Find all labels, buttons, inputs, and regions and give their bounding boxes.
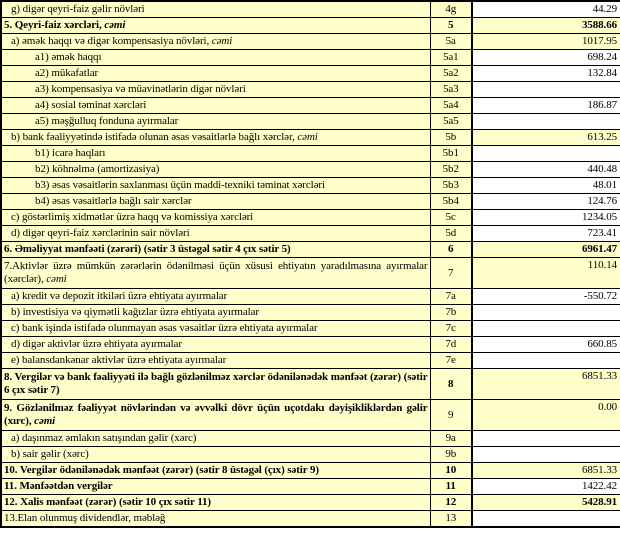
row-label-cell xyxy=(1,321,430,337)
row-label-cell xyxy=(1,479,430,495)
row-value: 698.24 xyxy=(472,50,620,66)
row-value: 44.29 xyxy=(472,1,620,18)
table-row xyxy=(1,82,620,98)
row-code: 4g xyxy=(430,1,472,18)
row-value: 6851.33 xyxy=(472,463,620,479)
row-code: 5 xyxy=(430,18,472,34)
row-code: 9a xyxy=(430,431,472,447)
row-code: 5b4 xyxy=(430,194,472,210)
table-row xyxy=(1,98,620,114)
row-code: 5b xyxy=(430,130,472,146)
row-label: c) bank işində istifadə olunmayan əsas vəsaitlər üzrə ehtiyata ayırmalar xyxy=(11,322,318,335)
row-label: 6. Əməliyyat mənfəəti (zərəri) (sətir 3 üstəgəl sətir 4 çıx sətir 5) xyxy=(4,243,291,256)
table-row xyxy=(1,305,620,321)
row-value xyxy=(472,82,620,98)
row-label: b) bank fəaliyyətində istifadə olunan əsas vəsaitlərlə bağlı xərclər, xyxy=(11,131,298,144)
row-label: 12. Xalis mənfəət (zərər) (sətir 10 çıx sətir 11) xyxy=(4,496,211,509)
row-value: 132.84 xyxy=(472,66,620,82)
table-row xyxy=(1,353,620,369)
row-label: d) digər qeyri-faiz xərclərinin sair növləri xyxy=(11,227,190,240)
row-code: 5b2 xyxy=(430,162,472,178)
row-value xyxy=(472,305,620,321)
table-row xyxy=(1,258,620,289)
row-label: b) investisiya və qiymətli kağızlar üzrə ehtiyata ayırmalar xyxy=(11,306,259,319)
table-row xyxy=(1,321,620,337)
row-label-suffix: cəmi xyxy=(297,131,318,144)
row-label-cell xyxy=(1,400,430,431)
row-label-cell xyxy=(1,146,430,162)
row-label-cell xyxy=(1,130,430,146)
row-label-cell xyxy=(1,242,430,258)
row-value xyxy=(472,146,620,162)
row-label: b3) əsas vəsaitlərin saxlanması üçün maddi-texniki təminat xərcləri xyxy=(35,179,325,192)
row-value xyxy=(472,353,620,369)
row-label-cell xyxy=(1,337,430,353)
table-row xyxy=(1,34,620,50)
row-code: 7e xyxy=(430,353,472,369)
row-code: 5a1 xyxy=(430,50,472,66)
row-value: 124.76 xyxy=(472,194,620,210)
row-label-cell xyxy=(1,18,430,34)
row-label: b4) əsas vəsaitlərlə bağlı sair xərclər xyxy=(35,195,192,208)
row-label: g) digər qeyri-faiz gəlir növləri xyxy=(11,3,145,16)
row-label-cell xyxy=(1,463,430,479)
row-label: a4) sosial təminat xərcləri xyxy=(35,99,147,112)
row-value: 0.00 xyxy=(472,400,620,431)
row-code: 5d xyxy=(430,226,472,242)
row-label-cell xyxy=(1,50,430,66)
row-value: 186.87 xyxy=(472,98,620,114)
row-label: b) sair gəlir (xərc) xyxy=(11,448,89,461)
row-code: 9 xyxy=(430,400,472,431)
row-value: 3588.66 xyxy=(472,18,620,34)
table-row xyxy=(1,337,620,353)
row-label-cell xyxy=(1,495,430,511)
row-code: 6 xyxy=(430,242,472,258)
table-row xyxy=(1,1,620,18)
table-row xyxy=(1,146,620,162)
row-value: 1422.42 xyxy=(472,479,620,495)
row-code: 5a5 xyxy=(430,114,472,130)
row-label: 7.Aktivlər üzrə mümkün zərərlərin ödənilməsi üçün xüsusi ehtiyatın yaradılmasına ayırmalar (xərclər), xyxy=(4,260,428,285)
table-row xyxy=(1,18,620,34)
row-label-cell xyxy=(1,178,430,194)
table-row xyxy=(1,289,620,305)
row-label-cell xyxy=(1,305,430,321)
row-label: 5. Qeyri-faiz xərcləri, xyxy=(4,19,105,32)
table-row xyxy=(1,162,620,178)
row-label-cell xyxy=(1,162,430,178)
row-label-cell xyxy=(1,226,430,242)
row-label-cell xyxy=(1,353,430,369)
row-label-suffix: cəmi xyxy=(34,415,56,427)
row-code: 13 xyxy=(430,511,472,528)
row-label-cell xyxy=(1,210,430,226)
row-value xyxy=(472,114,620,130)
row-code: 7d xyxy=(430,337,472,353)
table-row xyxy=(1,66,620,82)
row-label-cell xyxy=(1,1,430,18)
row-code: 5a xyxy=(430,34,472,50)
table-row xyxy=(1,463,620,479)
row-label: a) daşınmaz əmlakın satışından gəlir (xərc) xyxy=(11,432,197,445)
row-label-cell xyxy=(1,369,430,400)
table-row xyxy=(1,447,620,463)
row-code: 7a xyxy=(430,289,472,305)
row-label-cell xyxy=(1,66,430,82)
row-value: 723.41 xyxy=(472,226,620,242)
row-code: 7 xyxy=(430,258,472,289)
row-value xyxy=(472,431,620,447)
row-code: 5b1 xyxy=(430,146,472,162)
row-label: a3) kompensasiya və müavinətlərin digər növləri xyxy=(35,83,246,96)
row-value: 110.14 xyxy=(472,258,620,289)
table-row xyxy=(1,130,620,146)
row-label-suffix: cəmi xyxy=(46,273,67,285)
row-label: 9. Gözlənilməz fəaliyyət növlərindən və əvvəlki dövr üçün uçotdakı dəyişikliklərdən gəlir (xırc), xyxy=(4,402,428,427)
table-row xyxy=(1,400,620,431)
table-row xyxy=(1,178,620,194)
row-value xyxy=(472,511,620,528)
row-code: 5a3 xyxy=(430,82,472,98)
row-value: 613.25 xyxy=(472,130,620,146)
row-label-cell xyxy=(1,34,430,50)
table-row xyxy=(1,114,620,130)
table-row xyxy=(1,495,620,511)
report-table-body xyxy=(1,1,620,527)
row-code: 8 xyxy=(430,369,472,400)
row-value: 1017.95 xyxy=(472,34,620,50)
table-row xyxy=(1,242,620,258)
row-label-suffix: cəmi xyxy=(211,35,233,48)
row-label-cell xyxy=(1,82,430,98)
row-label: 10. Vergilər ödənilənədək mənfəət (zərər) (sətir 8 üstəgəl (çıx) sətir 9) xyxy=(4,464,319,477)
row-value xyxy=(472,321,620,337)
row-label: 8. Vergilər və bank fəaliyyəti ilə bağlı gözlənilməz xərclər ödənilənədək mənfəət (zərər) (sətir 6 çıx sətir 7) xyxy=(4,371,428,396)
table-row xyxy=(1,50,620,66)
row-label: d) digər aktivlər üzrə ehtiyata ayırmalar xyxy=(11,338,182,351)
row-label: c) göstərlimiş xidmətlər üzrə haqq və komissiya xərcləri xyxy=(11,211,254,224)
row-label: a1) əmək haqqı xyxy=(35,51,102,64)
row-value: 6961.47 xyxy=(472,242,620,258)
row-value: -550.72 xyxy=(472,289,620,305)
row-code: 12 xyxy=(430,495,472,511)
row-label-cell xyxy=(1,289,430,305)
table-row xyxy=(1,194,620,210)
row-code: 7b xyxy=(430,305,472,321)
row-label: b2) köhnəlmə (amortizasiya) xyxy=(35,163,160,176)
row-label: a) kredit və depozit itkiləri üzrə ehtiyata ayırmalar xyxy=(11,290,228,303)
row-label: 11. Mənfəətdən vergilər xyxy=(4,480,113,493)
table-row xyxy=(1,369,620,400)
row-label-cell xyxy=(1,431,430,447)
row-label-cell xyxy=(1,258,430,289)
row-code: 9b xyxy=(430,447,472,463)
row-label: 13.Elan olunmuş dividendlər, məbləğ xyxy=(4,512,166,525)
row-value: 1234.05 xyxy=(472,210,620,226)
row-code: 5a4 xyxy=(430,98,472,114)
row-value: 440.48 xyxy=(472,162,620,178)
row-label-cell xyxy=(1,447,430,463)
row-value: 6851.33 xyxy=(472,369,620,400)
row-code: 5a2 xyxy=(430,66,472,82)
row-label: a2) mükafatlar xyxy=(35,67,99,80)
row-value: 660.85 xyxy=(472,337,620,353)
row-value xyxy=(472,447,620,463)
row-value: 48.01 xyxy=(472,178,620,194)
row-label-suffix: cəmi xyxy=(104,19,126,32)
table-row xyxy=(1,210,620,226)
row-label-cell xyxy=(1,511,430,528)
row-label: a) əmək haqqı və digər kompensasiya növləri, xyxy=(11,35,212,48)
row-code: 10 xyxy=(430,463,472,479)
row-label-cell xyxy=(1,194,430,210)
row-code: 11 xyxy=(430,479,472,495)
row-label: b1) icarə haqları xyxy=(35,147,106,160)
row-code: 5b3 xyxy=(430,178,472,194)
row-code: 5c xyxy=(430,210,472,226)
row-label: a5) məşğulluq fonduna ayırmalar xyxy=(35,115,179,128)
row-code: 7c xyxy=(430,321,472,337)
row-label-cell xyxy=(1,114,430,130)
row-value: 5428.91 xyxy=(472,495,620,511)
row-label: e) balansdankənar aktivlər üzrə ehtiyata ayırmalar xyxy=(11,354,227,367)
table-row xyxy=(1,511,620,528)
table-row xyxy=(1,479,620,495)
row-label-cell xyxy=(1,98,430,114)
table-row xyxy=(1,431,620,447)
table-row xyxy=(1,226,620,242)
